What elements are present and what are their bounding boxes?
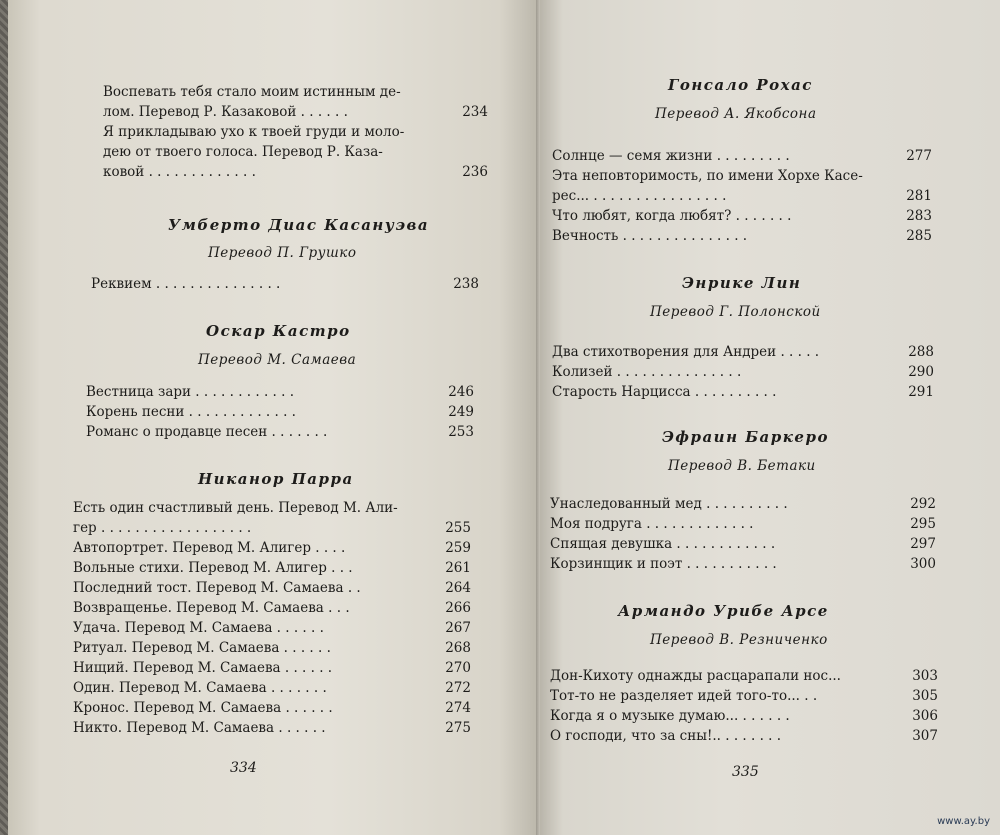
page-ref: 259 — [445, 540, 471, 556]
page-ref: 267 — [445, 620, 471, 636]
page-ref: 277 — [906, 148, 932, 164]
page-ref: 264 — [445, 580, 471, 596]
author-heading: Умберто Диас Касануэва — [168, 216, 430, 234]
toc-entry: Воспевать тебя стало моим истинным де- — [103, 84, 401, 100]
page-ref: 300 — [910, 556, 936, 572]
page-ref: 255 — [445, 520, 471, 536]
toc-entry: Никто. Перевод М. Самаева . . . . . . 275 — [73, 720, 471, 736]
translator-line: Перевод В. Резниченко — [650, 632, 828, 648]
page-ref: 261 — [445, 560, 471, 576]
page-number: 334 — [230, 760, 257, 776]
toc-entry: Тот-то не разделяет идей того-то... . . 305 — [550, 688, 938, 704]
toc-entry: Солнце — семя жизни . . . . . . . . . 277 — [552, 148, 932, 164]
toc-entry: Романс о продавце песен . . . . . . . 253 — [86, 424, 474, 440]
toc-entry: Вестница зари . . . . . . . . . . . . 246 — [86, 384, 474, 400]
toc-entry: Корзинщик и поэт . . . . . . . . . . . 300 — [550, 556, 936, 572]
toc-entry: Ритуал. Перевод М. Самаева . . . . . . 268 — [73, 640, 471, 656]
translator-line: Перевод Г. Полонской — [650, 304, 821, 320]
toc-entry: Кронос. Перевод М. Самаева . . . . . . 274 — [73, 700, 471, 716]
page-ref: 283 — [906, 208, 932, 224]
page-ref: 292 — [910, 496, 936, 512]
section-entries — [91, 274, 479, 294]
toc-entry: ковой . . . . . . . . . . . . . 236 — [103, 164, 488, 180]
toc-entry: Корень песни . . . . . . . . . . . . . 249 — [86, 404, 474, 420]
page-ref: 307 — [912, 728, 938, 744]
author-heading: Эфраин Баркеро — [662, 428, 829, 446]
author-heading: Оскар Кастро — [206, 322, 351, 340]
left-page — [8, 0, 542, 835]
page-ref: 291 — [908, 384, 934, 400]
section-entries — [550, 494, 936, 574]
author-heading: Никанор Парра — [198, 470, 354, 488]
author-heading: Энрике Лин — [682, 274, 802, 292]
left-top-entries — [103, 82, 488, 182]
page-ref: 266 — [445, 600, 471, 616]
page-ref: 268 — [445, 640, 471, 656]
toc-entry: Когда я о музыке думаю... . . . . . . 306 — [550, 708, 938, 724]
toc-entry: Один. Перевод М. Самаева . . . . . . . 272 — [73, 680, 471, 696]
toc-entry: Что любят, когда любят? . . . . . . . 283 — [552, 208, 932, 224]
page-ref: 246 — [448, 384, 474, 400]
page-ref: 303 — [912, 668, 938, 684]
page-ref: 288 — [908, 344, 934, 360]
author-heading: Гонсало Рохас — [668, 76, 813, 94]
toc-entry: Моя подруга . . . . . . . . . . . . . 295 — [550, 516, 936, 532]
toc-entry: Дон-Кихоту однажды расцарапали нос... 303 — [550, 668, 938, 684]
page-ref: 305 — [912, 688, 938, 704]
toc-entry: Нищий. Перевод М. Самаева . . . . . . 270 — [73, 660, 471, 676]
toc-entry: Последний тост. Перевод М. Самаева . . 264 — [73, 580, 471, 596]
right-page — [540, 0, 1000, 835]
toc-entry: Два стихотворения для Андреи . . . . . 288 — [552, 344, 934, 360]
page-ref: 236 — [462, 164, 488, 180]
page-ref: 253 — [448, 424, 474, 440]
toc-entry: рес... . . . . . . . . . . . . . . . . 281 — [552, 188, 932, 204]
toc-entry: Старость Нарцисса . . . . . . . . . . 291 — [552, 384, 934, 400]
toc-entry: лом. Перевод Р. Казаковой . . . . . . 234 — [103, 104, 488, 120]
section-entries — [550, 666, 938, 746]
page-ref: 234 — [462, 104, 488, 120]
watermark-text: www.ay.by — [937, 816, 990, 827]
toc-entry: Вольные стихи. Перевод М. Алигер . . . 261 — [73, 560, 471, 576]
section-entries — [552, 342, 934, 402]
section-entries — [552, 146, 932, 246]
toc-entry: Я прикладываю ухо к твоей груди и моло- — [103, 124, 405, 140]
toc-entry: Автопортрет. Перевод М. Алигер . . . . 259 — [73, 540, 471, 556]
toc-entry: дею от твоего голоса. Перевод Р. Каза- — [103, 144, 383, 160]
page-ref: 249 — [448, 404, 474, 420]
translator-line: Перевод В. Бетаки — [668, 458, 816, 474]
toc-entry: Реквием . . . . . . . . . . . . . . . 238 — [91, 276, 479, 292]
translator-line: Перевод А. Якобсона — [655, 106, 817, 122]
translator-line: Перевод П. Грушко — [208, 245, 357, 261]
page-ref: 275 — [445, 720, 471, 736]
page-ref: 270 — [445, 660, 471, 676]
toc-entry: Эта неповторимость, по имени Хорхе Касе- — [552, 168, 863, 184]
page-ref: 285 — [906, 228, 932, 244]
toc-entry: гер . . . . . . . . . . . . . . . . . . 255 — [73, 520, 471, 536]
page-ref: 306 — [912, 708, 938, 724]
toc-entry: Возвращенье. Перевод М. Самаева . . . 266 — [73, 600, 471, 616]
section-entries — [86, 382, 474, 442]
toc-entry: Удача. Перевод М. Самаева . . . . . . 267 — [73, 620, 471, 636]
toc-entry: Вечность . . . . . . . . . . . . . . . 285 — [552, 228, 932, 244]
toc-entry: О господи, что за сны!.. . . . . . . . 307 — [550, 728, 938, 744]
page-ref: 290 — [908, 364, 934, 380]
translator-line: Перевод М. Самаева — [198, 352, 357, 368]
page-ref: 281 — [906, 188, 932, 204]
page-ref: 274 — [445, 700, 471, 716]
page-ref: 297 — [910, 536, 936, 552]
page-ref: 272 — [445, 680, 471, 696]
page-number: 335 — [732, 764, 759, 780]
page-ref: 295 — [910, 516, 936, 532]
toc-entry: Есть один счастливый день. Перевод М. Али- — [73, 500, 398, 516]
section-entries — [73, 498, 471, 738]
toc-entry: Унаследованный мед . . . . . . . . . . 292 — [550, 496, 936, 512]
author-heading: Армандо Урибе Арсе — [618, 602, 829, 620]
toc-entry: Спящая девушка . . . . . . . . . . . . 297 — [550, 536, 936, 552]
page-ref: 238 — [453, 276, 479, 292]
toc-entry: Колизей . . . . . . . . . . . . . . . 290 — [552, 364, 934, 380]
